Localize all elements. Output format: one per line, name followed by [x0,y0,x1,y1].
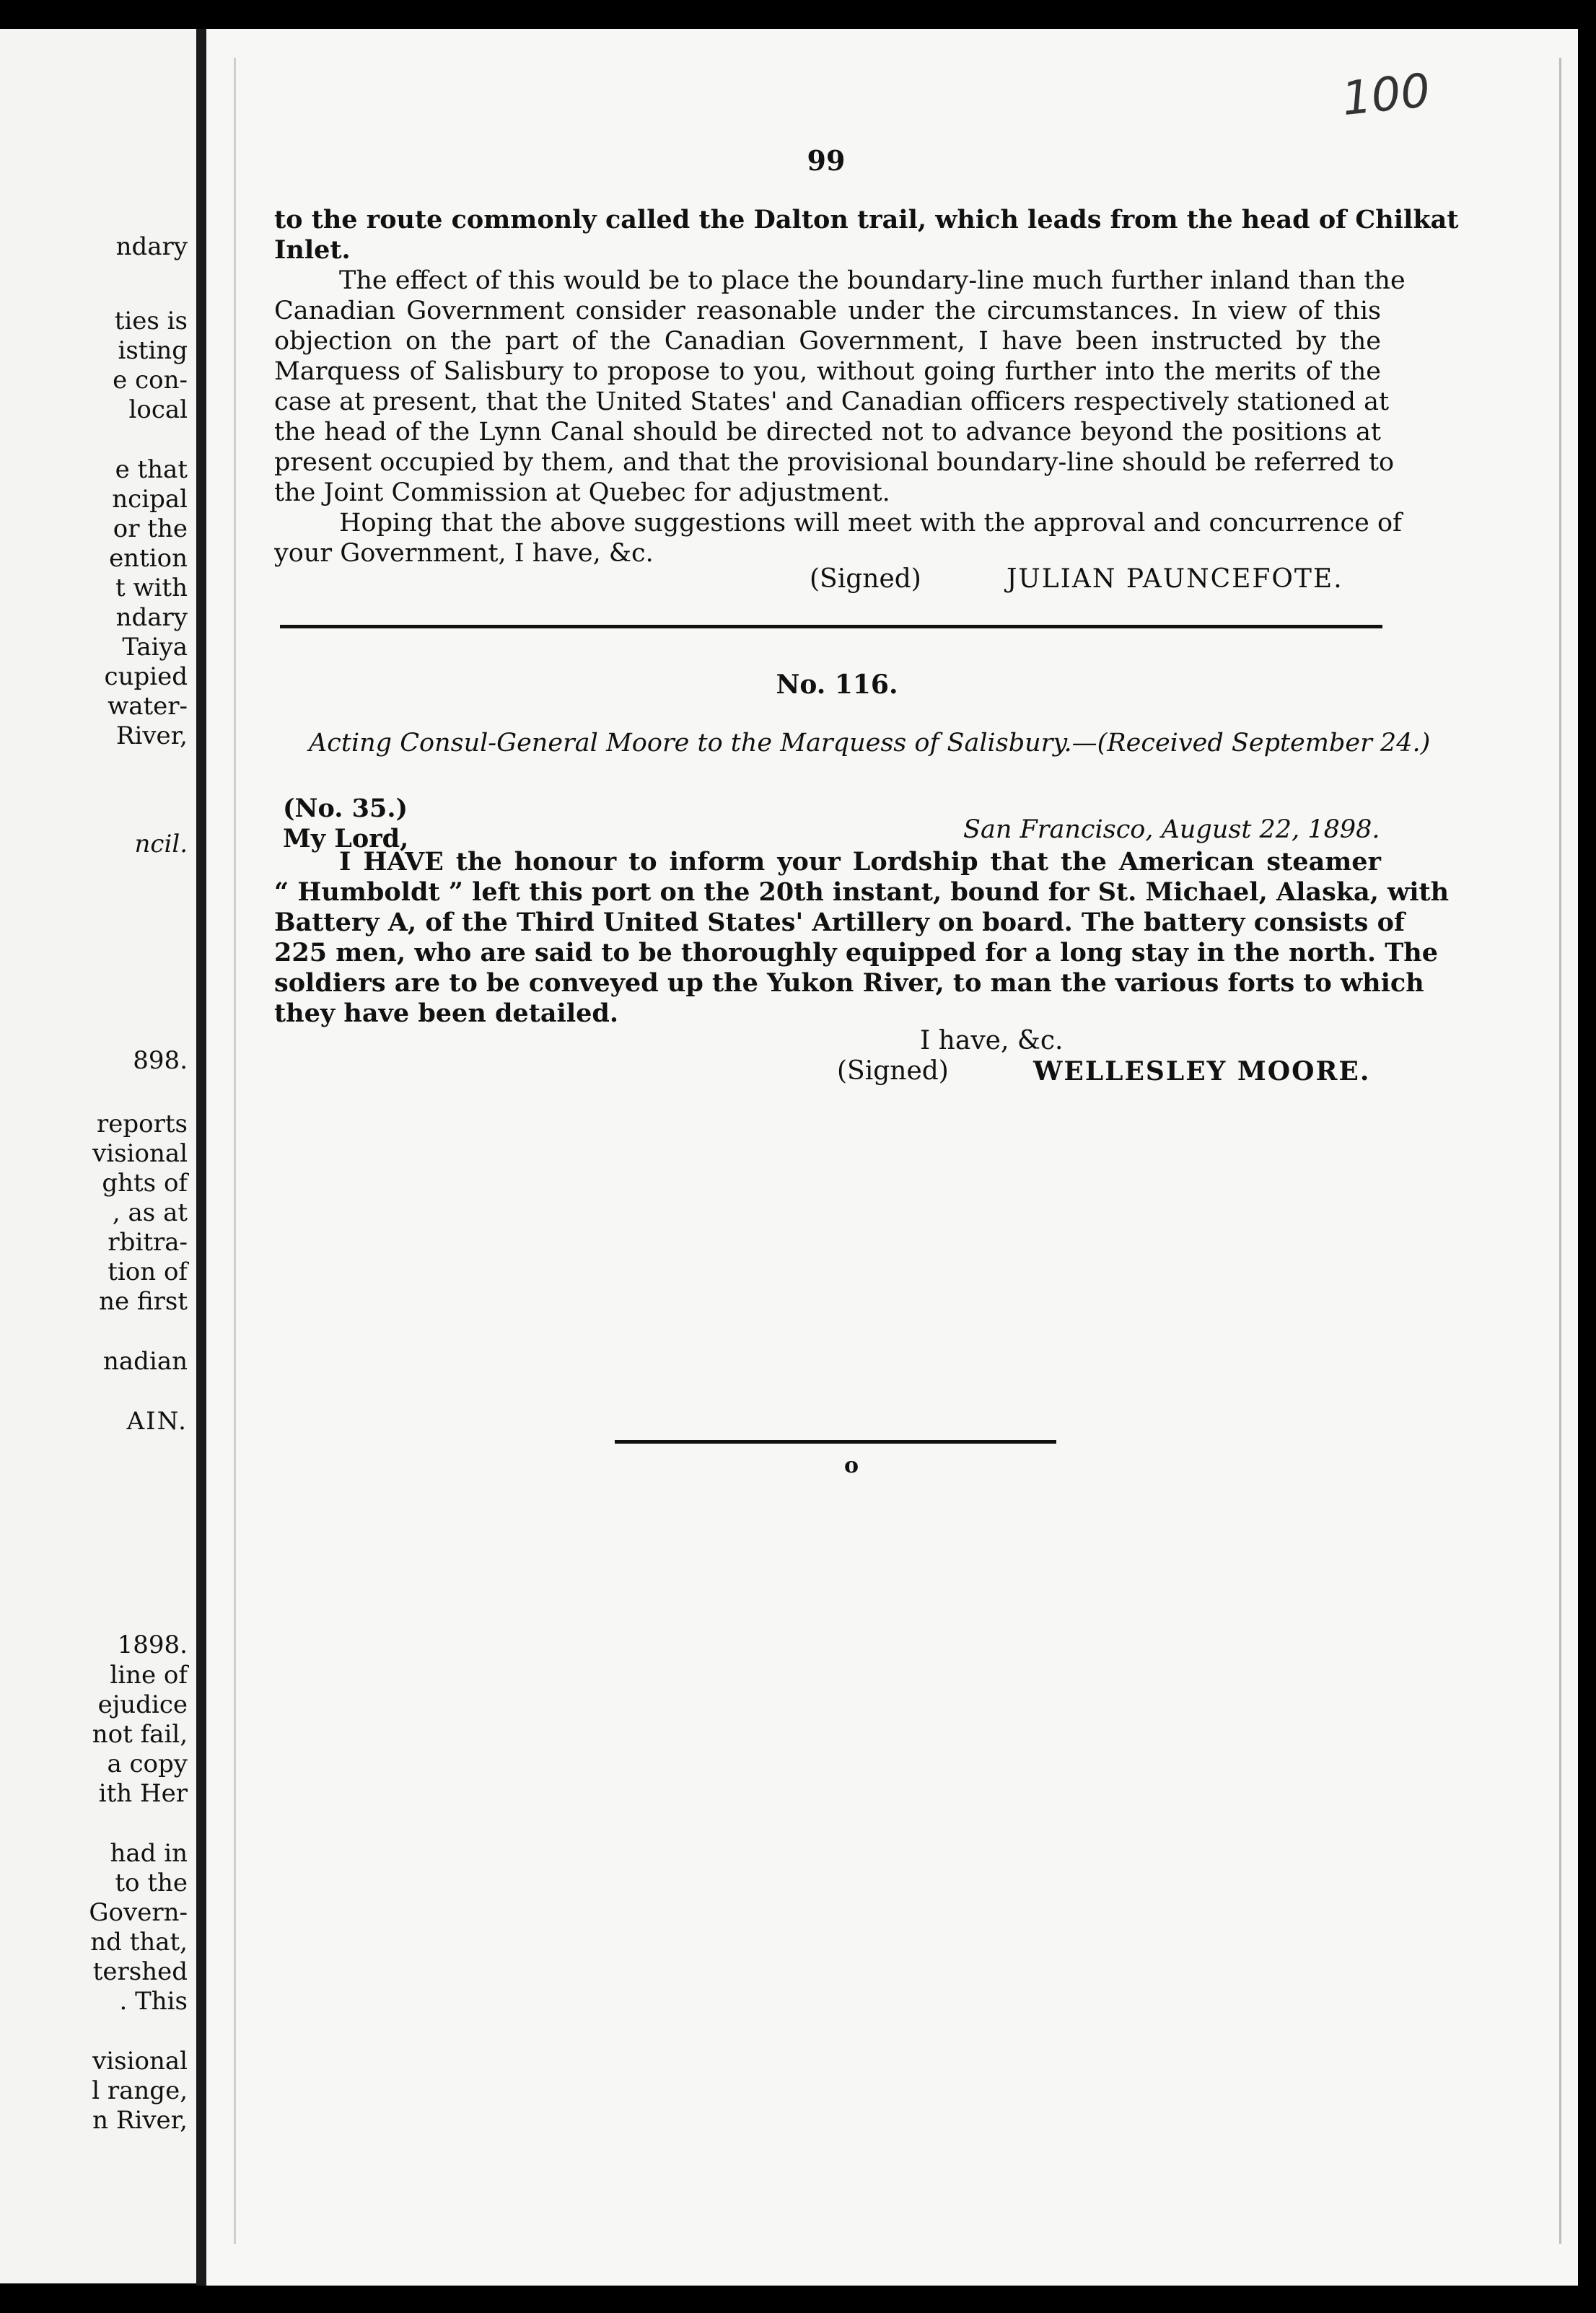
left-fragment: ties is [114,307,188,335]
left-fragment: line of [110,1661,188,1690]
left-fragment: Taiya [122,633,188,662]
text-line: Marquess of Salisbury to propose to you, without going further into the merits of the [274,357,1381,386]
heading-text: Acting Consul-General Moore to the Marquess of Salisbury. [309,729,1072,758]
left-fragment: ndary [115,232,188,261]
section-divider [280,625,1382,628]
left-fragment: a copy [107,1750,188,1778]
left-fragment: water- [108,692,188,721]
signatory-name: JULIAN PAUNCEFOTE. [1007,564,1343,594]
left-fragment: n River, [92,2106,188,2135]
left-fragment: reports [97,1110,188,1138]
left-fragment: ghts of [102,1169,188,1198]
letter-heading [309,729,1430,758]
document-number: No. 116. [776,670,898,700]
page-number: 99 [807,144,846,177]
left-fragment: 898. [133,1046,188,1075]
left-fragment: Govern- [89,1898,188,1927]
text-line: Battery A, of the Third United States' Artillery on board. The battery consists of [274,908,1405,937]
left-fragment: l range, [92,2076,188,2105]
left-fragment: local [128,395,188,424]
signatory-name: WELLESLEY MOORE. [1033,1056,1371,1087]
left-fragment: ne first [99,1287,188,1316]
left-page-edge [0,29,201,2283]
left-fragment: tion of [108,1258,188,1286]
text-line: soldiers are to be conveyed up the Yukon River, to man the various forts to which [274,968,1424,998]
text-line: Hoping that the above suggestions will meet with the approval and concurrence of [339,509,1402,537]
left-fragment: ith Her [98,1779,188,1808]
text-line: the head of the Lynn Canal should be directed not to advance beyond the positions at [274,418,1381,447]
left-fragment: rbitra- [108,1228,188,1257]
left-fragment: isting [118,336,188,365]
text-line: present occupied by them, and that the provisional boundary-line should be referred to [274,448,1395,477]
left-fragment: t with [115,574,188,602]
text-line: “ Humboldt ” left this port on the 20th instant, bound for St. Michael, Alaska, with [274,877,1450,907]
left-fragment: ention [109,544,188,573]
left-fragment: . This [119,1987,188,2016]
left-fragment: visional [92,2047,188,2076]
text-line: case at present, that the United States' and Canadian officers respectively stationed at [274,387,1390,416]
text-line: Inlet. [274,235,351,265]
left-fragment: to the [115,1869,188,1897]
salutation: My Lord, [283,824,409,853]
closing: I have, &c. [920,1026,1064,1055]
text-line: your Government, I have, &c. [274,539,654,568]
text-line: I HAVE the honour to inform your Lordship that the American steamer [339,847,1381,877]
left-fragment: ncil. [134,830,188,859]
folio-number: 100 [1339,63,1433,127]
left-fragment: e that [115,455,188,484]
left-fragment: ndary [115,603,188,632]
left-fragment: had in [110,1839,188,1868]
signed-label: (Signed) [837,1056,949,1086]
text-line: The effect of this would be to place the boundary-line much further inland than the [339,266,1406,295]
received-date: —(Received September 24.) [1071,729,1431,758]
left-fragment: not fail, [92,1720,188,1749]
left-fragment: tershed [92,1957,188,1986]
left-fragment: e con- [113,366,188,395]
left-fragment: nadian [103,1347,188,1376]
reference-number: (No. 35.) [283,794,408,823]
left-fragment: cupied [104,662,188,691]
left-fragment: AIN. [126,1407,188,1436]
end-rule [615,1440,1056,1444]
left-fragment: River, [115,721,188,750]
left-fragment: , as at [112,1198,188,1227]
left-fragment: ncipal [112,485,188,514]
left-fragment: ejudice [97,1690,188,1719]
text-line: the Joint Commission at Quebec for adjustment. [274,478,890,507]
left-fragment: or the [113,514,188,543]
text-line: objection on the part of the Canadian Government, I have been instructed by the [274,327,1381,356]
left-fragment: nd that, [90,1928,188,1957]
left-fragment: visional [92,1139,188,1168]
signed-label: (Signed) [810,564,921,594]
text-line: Canadian Government consider reasonable under the circumstances. In view of this [274,297,1381,325]
text-line: to the route commonly called the Dalton trail, which leads from the head of Chilkat [274,205,1459,234]
left-fragment: 1898. [117,1630,188,1659]
text-line: they have been detailed. [274,999,619,1028]
place-date: San Francisco, August 22, 1898. [963,815,1380,844]
end-mark: o [843,1453,859,1478]
text-line: 225 men, who are said to be thoroughly equipped for a long stay in the north. The [274,938,1438,967]
